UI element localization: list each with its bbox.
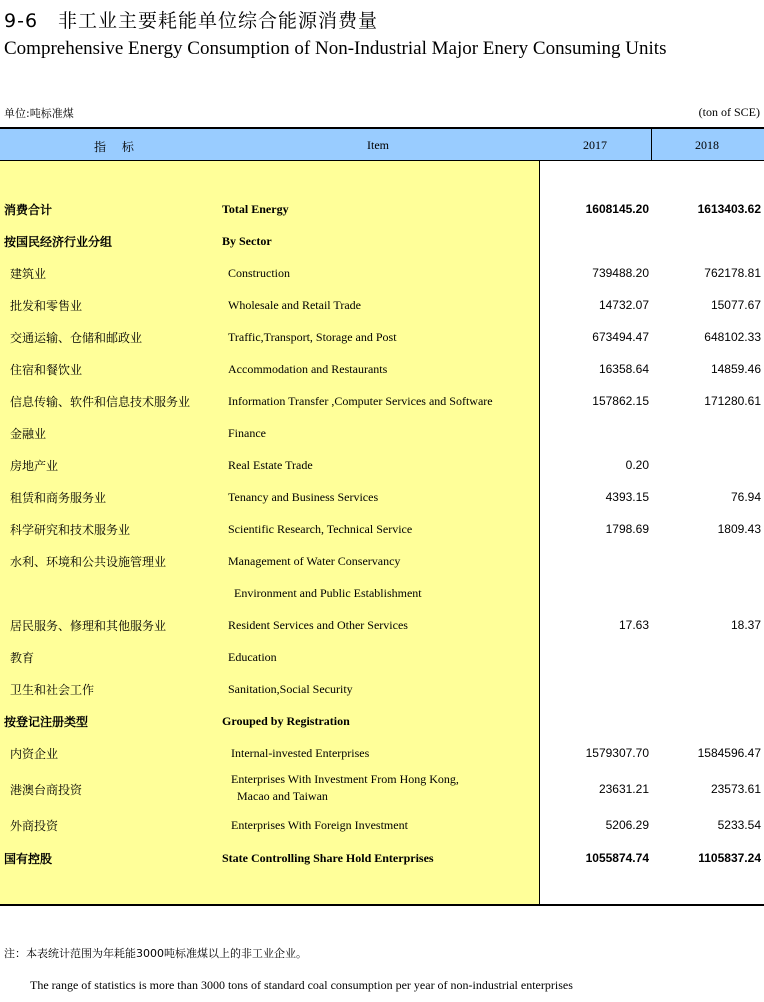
row-label-cn: 外商投资 bbox=[10, 819, 59, 833]
row-label-en: Scientific Research, Technical Service bbox=[228, 522, 413, 536]
row-label-en: Enterprises With Foreign Investment bbox=[231, 818, 408, 832]
row-label-en: State Controlling Share Hold Enterprises bbox=[222, 851, 434, 865]
row-label-en-line2: Macao and Taiwan bbox=[237, 789, 328, 803]
row-label-en: Traffic,Transport, Storage and Post bbox=[228, 330, 397, 344]
unit-label-en: (ton of SCE) bbox=[698, 105, 760, 119]
value-2017: 16358.64 bbox=[598, 362, 649, 376]
value-2017: 4393.15 bbox=[605, 490, 649, 504]
row-label-cn: 租赁和商务服务业 bbox=[10, 491, 107, 505]
value-2017: 739488.20 bbox=[592, 266, 649, 280]
header-item: Item bbox=[367, 138, 389, 152]
row-label-en: Total Energy bbox=[222, 202, 289, 216]
row-label-cn: 金融业 bbox=[10, 427, 47, 441]
row-label-cn: 消费合计 bbox=[4, 203, 53, 217]
row-label-cn: 水利、环境和公共设施管理业 bbox=[10, 555, 167, 569]
value-2017: 1798.69 bbox=[605, 522, 649, 536]
table-row bbox=[0, 545, 764, 577]
value-2017: 17.63 bbox=[618, 618, 649, 632]
row-label-cn: 批发和零售业 bbox=[10, 299, 83, 313]
value-2017: 1579307.70 bbox=[585, 746, 649, 760]
footnote-en: The range of statistics is more than 3000 tons of standard coal consumption per year of non-industrial enterprises bbox=[30, 978, 573, 992]
table-row bbox=[0, 673, 764, 705]
value-2018: 1584596.47 bbox=[697, 746, 761, 760]
row-label-cn: 港澳台商投资 bbox=[10, 783, 83, 797]
row-label-en: Grouped by Registration bbox=[222, 714, 350, 728]
header-year-2017: 2017 bbox=[583, 138, 607, 152]
table-row bbox=[0, 809, 764, 841]
row-label-cn: 国有控股 bbox=[4, 852, 53, 866]
value-2018: 171280.61 bbox=[704, 394, 761, 408]
table-row bbox=[0, 609, 764, 641]
value-2017: 673494.47 bbox=[592, 330, 649, 344]
row-label-en: By Sector bbox=[222, 234, 272, 248]
value-2018: 23573.61 bbox=[710, 782, 761, 796]
unit-label-cn: 单位:吨标准煤 bbox=[4, 107, 74, 120]
row-label-cn: 按登记注册类型 bbox=[4, 715, 89, 729]
row-label-cn: 房地产业 bbox=[10, 459, 59, 473]
value-2018: 1613403.62 bbox=[697, 202, 761, 216]
table-row bbox=[0, 321, 764, 353]
table-row-by-sector bbox=[0, 225, 764, 257]
value-2018: 1105837.24 bbox=[698, 851, 761, 865]
value-2018: 15077.67 bbox=[710, 298, 761, 312]
table-row bbox=[0, 257, 764, 289]
table-row bbox=[0, 353, 764, 385]
value-2018: 5233.54 bbox=[717, 818, 761, 832]
row-label-cn: 卫生和社会工作 bbox=[10, 683, 95, 697]
table-row bbox=[0, 513, 764, 545]
value-2017: 1055874.74 bbox=[585, 851, 649, 865]
row-label-en: Finance bbox=[228, 426, 266, 440]
table-row bbox=[0, 417, 764, 449]
row-label-cn: 科学研究和技术服务业 bbox=[10, 523, 131, 537]
header-year-2018: 2018 bbox=[695, 138, 719, 152]
table-row bbox=[0, 641, 764, 673]
value-2018: 648102.33 bbox=[704, 330, 761, 344]
row-label-en: Accommodation and Restaurants bbox=[228, 362, 388, 376]
value-2018: 18.37 bbox=[730, 618, 761, 632]
value-2017: 0.20 bbox=[625, 458, 649, 472]
row-label-en: Management of Water Conservancy bbox=[228, 554, 401, 568]
table-header bbox=[0, 129, 764, 161]
footnote-cn: 注：本表统计范围为年耗能3000吨标准煤以上的非工业企业。 bbox=[4, 947, 307, 960]
row-label-cn: 按国民经济行业分组 bbox=[4, 235, 113, 249]
row-label-en: Real Estate Trade bbox=[228, 458, 313, 472]
table-row-state-controlling bbox=[0, 842, 764, 874]
table-row bbox=[0, 577, 764, 609]
row-label-cn: 交通运输、仓储和邮政业 bbox=[10, 331, 143, 345]
value-2018: 762178.81 bbox=[704, 266, 761, 280]
row-label-cn: 教育 bbox=[10, 651, 35, 665]
value-2017: 157862.15 bbox=[592, 394, 649, 408]
value-2017: 14732.07 bbox=[598, 298, 649, 312]
row-label-en: Resident Services and Other Services bbox=[228, 618, 408, 632]
table-row-total bbox=[0, 193, 764, 225]
page-title-cn: 9-6 非工业主要耗能单位综合能源消费量 bbox=[4, 10, 379, 32]
table-row bbox=[0, 769, 764, 809]
row-label-en-line1: Enterprises With Investment From Hong Kong, bbox=[231, 772, 459, 786]
row-label-cn: 内资企业 bbox=[10, 747, 59, 761]
row-label-cn: 居民服务、修理和其他服务业 bbox=[10, 619, 167, 633]
header-divider bbox=[651, 129, 652, 161]
row-label-en: Internal-invested Enterprises bbox=[231, 746, 370, 760]
row-label-en: Construction bbox=[228, 266, 290, 280]
table-row bbox=[0, 385, 764, 417]
row-label-cn: 信息传输、软件和信息技术服务业 bbox=[10, 395, 191, 409]
value-2017: 1608145.20 bbox=[585, 202, 649, 216]
row-label-en: Sanitation,Social Security bbox=[228, 682, 353, 696]
energy-table bbox=[0, 127, 764, 906]
value-2017: 5206.29 bbox=[605, 818, 649, 832]
value-2018: 1809.43 bbox=[717, 522, 761, 536]
value-2018: 14859.46 bbox=[710, 362, 761, 376]
row-label-en: Environment and Public Establishment bbox=[234, 586, 422, 600]
table-row bbox=[0, 289, 764, 321]
value-2018: 76.94 bbox=[730, 490, 761, 504]
row-label-cn: 住宿和餐饮业 bbox=[10, 363, 83, 377]
row-label-en: Wholesale and Retail Trade bbox=[228, 298, 361, 312]
table-row bbox=[0, 449, 764, 481]
row-label-cn: 建筑业 bbox=[10, 267, 47, 281]
row-label-en: Education bbox=[228, 650, 277, 664]
table-row bbox=[0, 737, 764, 769]
page-title-en: Comprehensive Energy Consumption of Non-Industrial Major Enery Consuming Units bbox=[4, 38, 667, 59]
row-label-en: Tenancy and Business Services bbox=[228, 490, 379, 504]
table-row bbox=[0, 481, 764, 513]
header-indicator: 指 标 bbox=[94, 140, 140, 154]
value-2017: 23631.21 bbox=[598, 782, 649, 796]
table-row-by-registration bbox=[0, 705, 764, 737]
row-label-en: Information Transfer ,Computer Services and Software bbox=[228, 394, 493, 408]
